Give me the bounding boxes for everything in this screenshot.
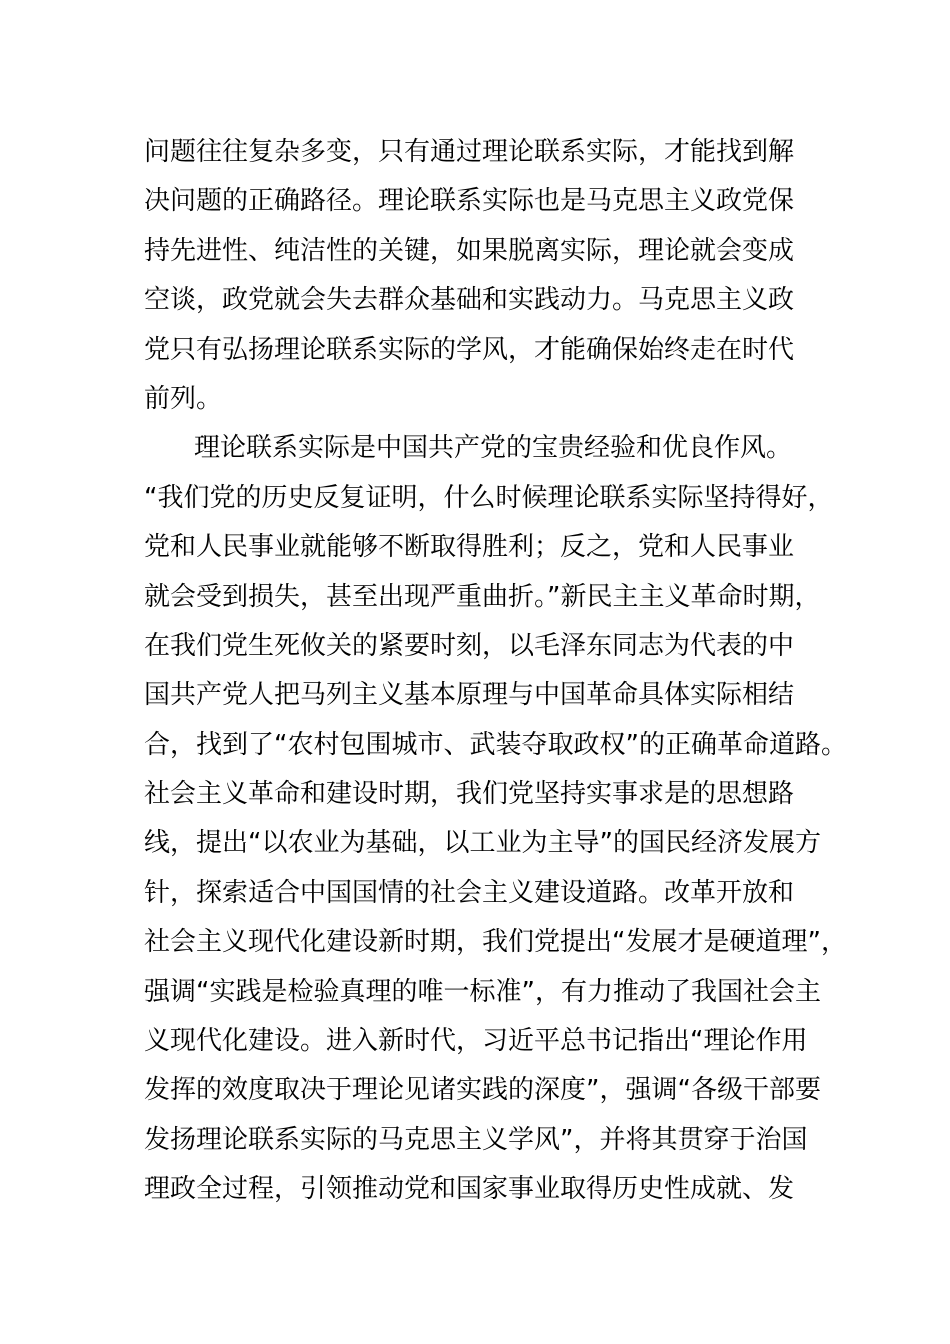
paragraph-start-line: 理论联系实际是中国共产党的宝贵经验和优良作风。 (194, 433, 793, 464)
text-line: 社会主义现代化建设新时期，我们党提出“发展才是硬道理”， (144, 927, 847, 958)
text-line: 义现代化建设。进入新时代，习近平总书记指出“理论作用 (144, 1026, 808, 1057)
text-line: 在我们党生死攸关的紧要时刻，以毛泽东同志为代表的中 (144, 630, 795, 661)
text-line: 针，探索适合中国国情的社会主义建设道路。改革开放和 (144, 877, 795, 908)
text-line: 空谈，政党就会失去群众基础和实践动力。马克思主义政 (144, 285, 795, 316)
text-line: 合，找到了“农村包围城市、武装夺取政权”的正确革命道路。 (144, 729, 847, 760)
text-line: 理政全过程，引领推动党和国家事业取得历史性成就、发 (144, 1174, 795, 1205)
text-line: 前列。 (144, 383, 223, 414)
text-line: 线，提出“以农业为基础，以工业为主导”的国民经济发展方 (144, 828, 821, 859)
text-line: 国共产党人把马列主义基本原理与中国革命具体实际相结 (144, 680, 795, 711)
text-line: “我们党的历史反复证明，什么时候理论联系实际坚持得好， (144, 482, 834, 513)
text-line: 决问题的正确路径。理论联系实际也是马克思主义政党保 (144, 186, 795, 217)
text-line: 党和人民事业就能够不断取得胜利；反之，党和人民事业 (144, 532, 795, 563)
body-text (144, 128, 847, 1215)
text-line: 就会受到损失，甚至出现严重曲折。”新民主主义革命时期， (144, 581, 821, 612)
text-line: 持先进性、纯洁性的关键，如果脱离实际，理论就会变成 (144, 235, 795, 266)
text-line: 发挥的效度取决于理论见诸实践的深度”，强调“各级干部要 (144, 1075, 821, 1106)
text-line: 强调“实践是检验真理的唯一标准”，有力推动了我国社会主 (144, 976, 821, 1007)
text-line: 党只有弘扬理论联系实际的学风，才能确保始终走在时代 (144, 334, 795, 365)
text-line: 发扬理论联系实际的马克思主义学风”，并将其贯穿于治国 (144, 1124, 808, 1155)
text-line: 社会主义革命和建设时期，我们党坚持实事求是的思想路 (144, 779, 795, 810)
text-line: 问题往往复杂多变，只有通过理论联系实际，才能找到解 (144, 137, 795, 167)
